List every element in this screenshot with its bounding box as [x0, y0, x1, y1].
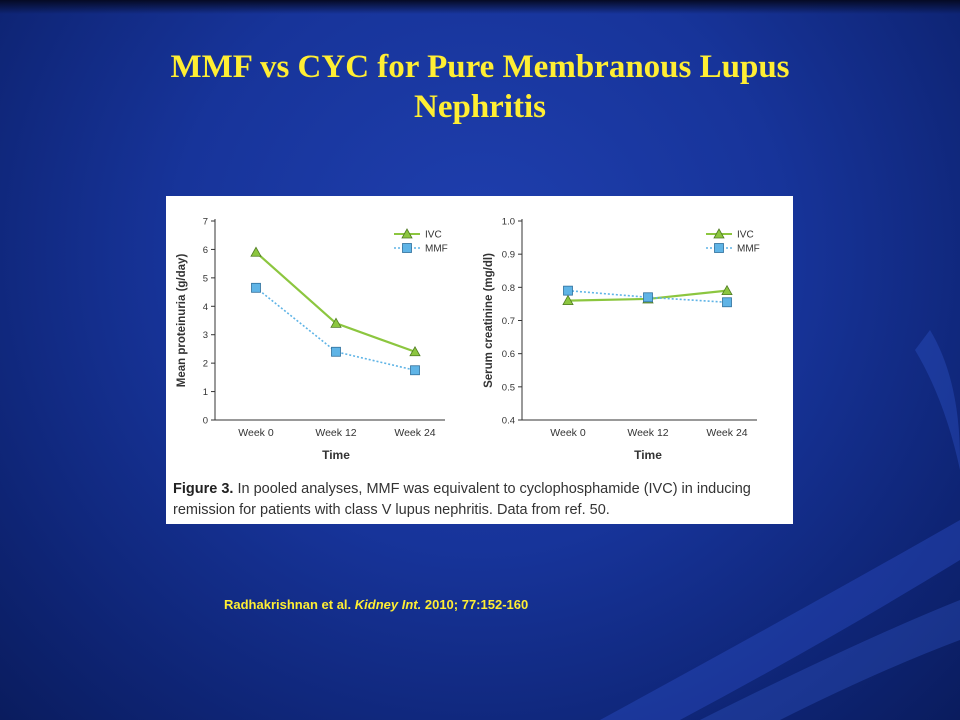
chart1-y-tick-label: 5	[202, 273, 208, 285]
chart2-legend-label-ivc: IVC	[737, 229, 754, 241]
figure-caption-text: In pooled analyses, MMF was equivalent to cyclophosphamide (IVC) in inducing remission for patients with class V lupus nephritis. Data from ref. 50.	[173, 481, 751, 518]
slide-title	[0, 47, 960, 127]
chart1-y-tick-label: 0	[202, 415, 208, 427]
citation-journal: Kidney Int.	[354, 597, 422, 612]
chart1-y-tick-label: 3	[202, 330, 208, 342]
chart1-legend-marker-mmf	[403, 244, 412, 253]
chart2-x-tick-label: Week 12	[627, 427, 669, 439]
chart2-x-axis-title: Time	[634, 448, 662, 462]
chart1-point-mmf	[411, 366, 420, 375]
chart2-y-tick-label: 0.9	[501, 249, 515, 261]
citation	[224, 597, 528, 612]
slide-title-line-1: MMF vs CYC for Pure Membranous Lupus	[170, 49, 790, 85]
chart2-point-mmf	[564, 286, 573, 295]
chart1-y-tick-label: 4	[202, 301, 208, 313]
chart1-series-mmf-line	[256, 288, 415, 370]
chart1-legend-label-mmf: MMF	[425, 243, 448, 255]
chart2-x-tick-label: Week 0	[550, 427, 586, 439]
chart1-y-tick-label: 7	[202, 216, 208, 228]
slide-title-line-2: Nephritis	[414, 89, 546, 125]
chart1-y-tick-label: 2	[202, 358, 208, 370]
chart2-legend-marker-mmf	[715, 244, 724, 253]
chart2-point-mmf	[644, 293, 653, 302]
chart1-point-mmf	[252, 283, 261, 292]
chart2-point-mmf	[723, 298, 732, 307]
chart1-series-ivc-line	[256, 252, 415, 352]
chart1-point-mmf	[332, 347, 341, 356]
chart1-y-tick-label: 1	[202, 387, 208, 399]
chart2-y-axis-title: Serum creatinine (mg/dl)	[483, 253, 495, 388]
chart2-y-tick-label: 1.0	[501, 216, 515, 228]
chart2-legend-label-mmf: MMF	[737, 243, 760, 255]
citation-details: 2010; 77:152-160	[424, 597, 529, 612]
chart1-y-axis-title: Mean proteinuria (g/day)	[176, 253, 188, 388]
chart1-x-tick-label: Week 12	[315, 427, 357, 439]
chart2-x-tick-label: Week 24	[706, 427, 748, 439]
chart2-y-tick-label: 0.4	[501, 415, 515, 427]
chart1-y-tick-label: 6	[202, 244, 208, 256]
chart2-y-tick-label: 0.7	[501, 316, 515, 327]
citation-authors: Radhakrishnan et al.	[224, 597, 352, 612]
chart1-x-axis-title: Time	[322, 448, 350, 462]
chart1-point-ivc	[251, 247, 261, 256]
figure-panel	[166, 196, 793, 524]
figure-charts	[166, 196, 793, 481]
chart1-x-tick-label: Week 24	[394, 427, 436, 439]
chart2-y-tick-label: 0.6	[501, 349, 515, 361]
chart2-y-tick-label: 0.8	[501, 282, 515, 294]
figure-caption	[173, 479, 785, 521]
figure-label: Figure 3.	[173, 481, 234, 497]
chart1-x-tick-label: Week 0	[238, 427, 274, 439]
chart2-y-tick-label: 0.5	[501, 382, 515, 394]
chart1-legend-label-ivc: IVC	[425, 229, 442, 241]
